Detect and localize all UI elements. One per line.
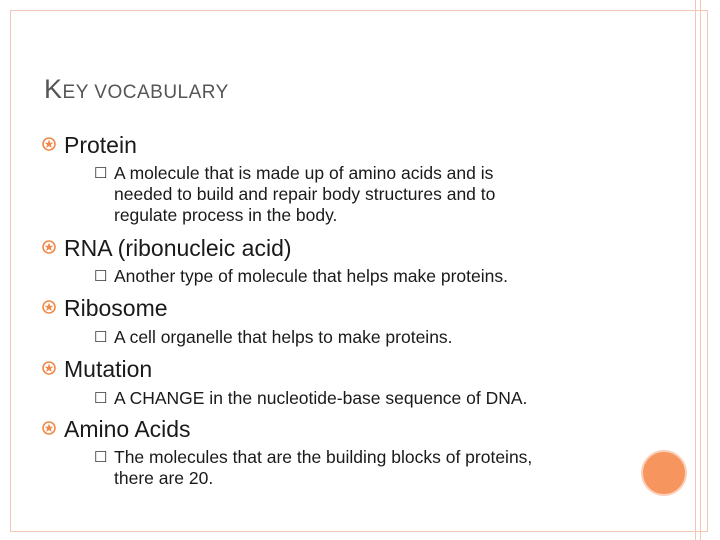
box-glyph-icon: ☐ bbox=[94, 165, 108, 182]
box-glyph-icon: ☐ bbox=[94, 390, 108, 407]
box-glyph-icon: ☐ bbox=[94, 329, 108, 346]
star-bullet-icon bbox=[42, 300, 56, 314]
vocab-term: RNA (ribonucleic acid) bbox=[64, 235, 292, 261]
vocab-term: Amino Acids bbox=[64, 416, 191, 442]
orange-circle-icon bbox=[641, 450, 687, 496]
slide-title: KEY VOCABULARY bbox=[44, 74, 229, 104]
box-glyph-icon: ☐ bbox=[94, 268, 108, 285]
vocab-term: Protein bbox=[64, 132, 137, 158]
star-bullet-icon bbox=[42, 137, 56, 151]
decorative-rule bbox=[695, 0, 696, 540]
star-bullet-icon bbox=[42, 421, 56, 435]
vocab-term: Ribosome bbox=[64, 295, 168, 321]
decorative-rule bbox=[700, 0, 701, 540]
star-bullet-icon bbox=[42, 361, 56, 375]
box-glyph-icon: ☐ bbox=[94, 449, 108, 466]
star-bullet-icon bbox=[42, 240, 56, 254]
vocab-term: Mutation bbox=[64, 356, 153, 382]
